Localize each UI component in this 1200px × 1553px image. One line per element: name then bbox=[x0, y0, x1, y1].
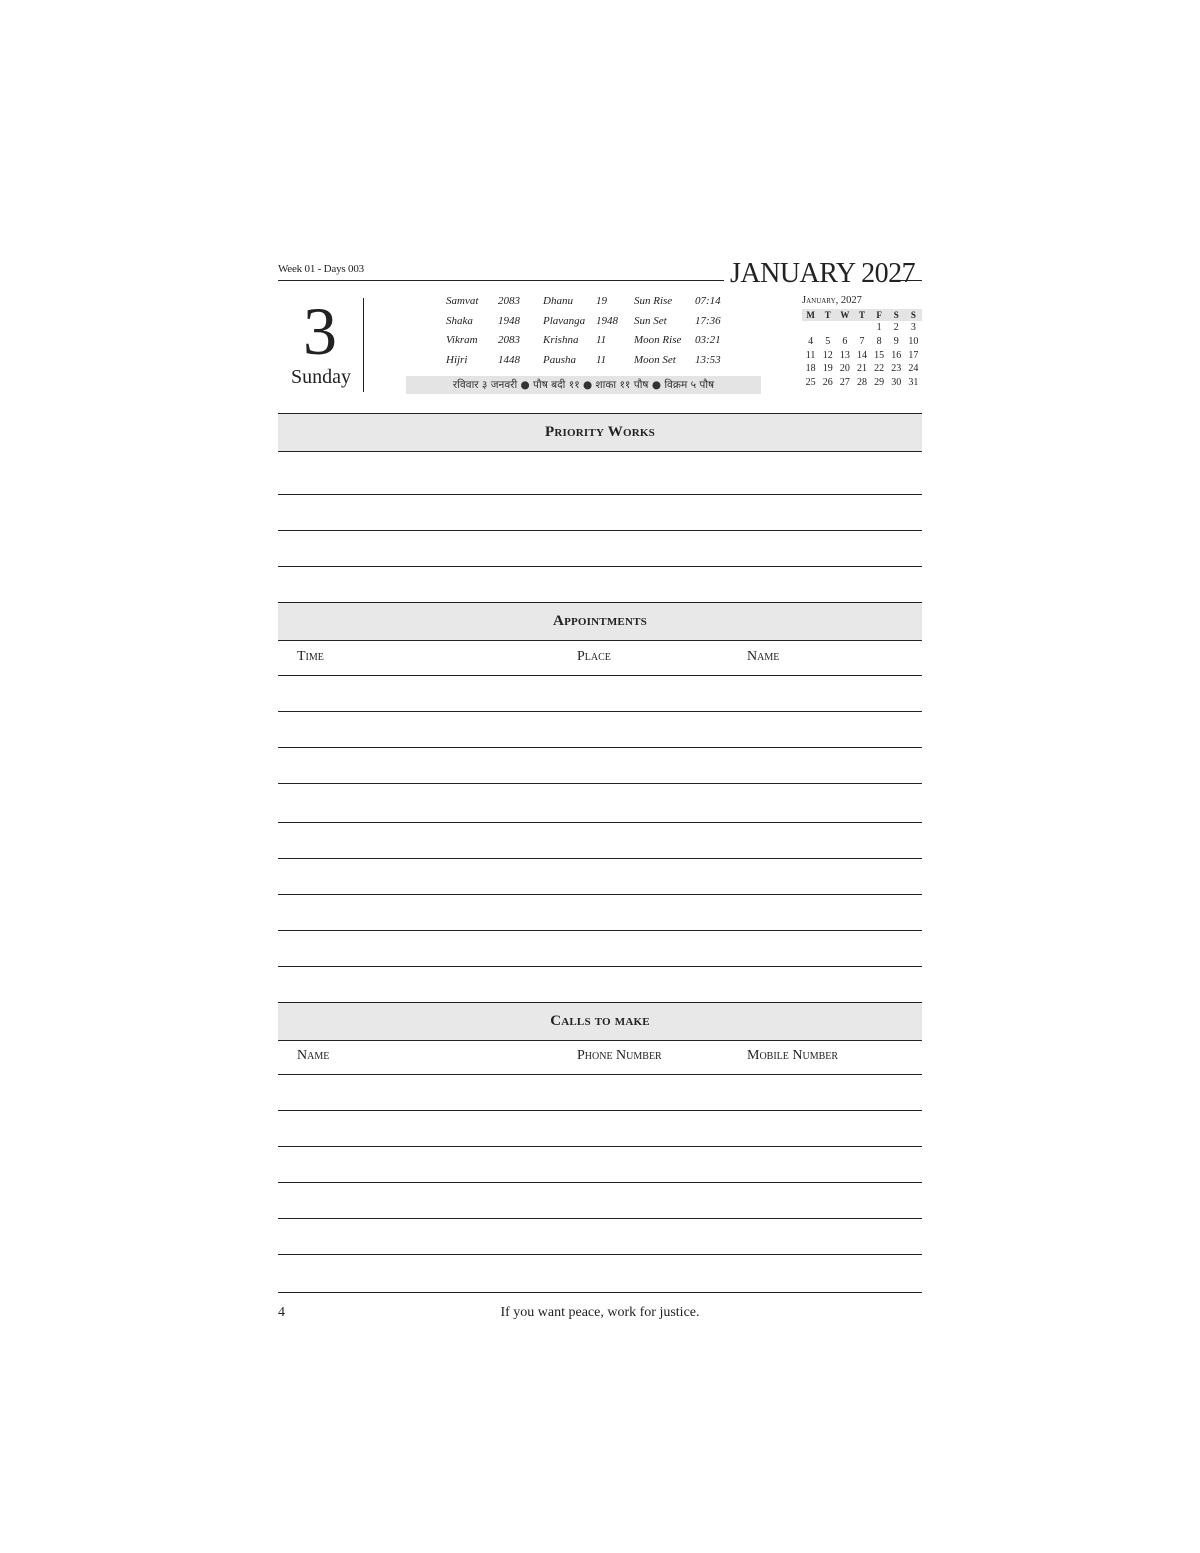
mini-calendar-day[interactable]: 19 bbox=[822, 363, 833, 375]
col-call-name: Name bbox=[297, 1048, 330, 1063]
almanac-cell: 17:36 bbox=[695, 315, 721, 327]
mini-calendar-day bbox=[802, 321, 819, 335]
day-number: 3 bbox=[303, 293, 337, 369]
calls-title: Calls to make bbox=[550, 1013, 650, 1029]
writing-line[interactable] bbox=[278, 494, 922, 495]
almanac-cell: 11 bbox=[596, 334, 607, 346]
almanac-cell: Samvat bbox=[446, 295, 479, 307]
mini-calendar-day[interactable]: 29 bbox=[874, 377, 885, 389]
almanac-cell: 13:53 bbox=[695, 354, 721, 366]
day-divider bbox=[363, 298, 364, 392]
priority-works-title: Priority Works bbox=[545, 424, 655, 440]
mini-calendar-day[interactable]: 4 bbox=[808, 335, 814, 347]
mini-calendar-day[interactable]: 5 bbox=[825, 335, 831, 347]
day-name: Sunday bbox=[291, 366, 351, 388]
mini-calendar-day[interactable]: 8 bbox=[876, 335, 882, 347]
writing-line[interactable] bbox=[278, 530, 922, 531]
writing-line[interactable] bbox=[278, 711, 922, 712]
mini-calendar-day[interactable]: 2 bbox=[893, 322, 899, 333]
mini-calendar bbox=[802, 295, 922, 390]
writing-line[interactable] bbox=[278, 747, 922, 748]
appointments-header bbox=[278, 602, 922, 641]
writing-line[interactable] bbox=[278, 966, 922, 967]
almanac-cell: 07:14 bbox=[695, 295, 721, 307]
mini-calendar-day[interactable]: 27 bbox=[839, 377, 850, 389]
mini-calendar-day[interactable]: 10 bbox=[908, 335, 919, 347]
almanac-cell: 03:21 bbox=[695, 334, 721, 346]
almanac-cell: Moon Set bbox=[634, 354, 676, 366]
writing-line[interactable] bbox=[278, 1292, 922, 1293]
mini-calendar-day bbox=[836, 321, 853, 335]
mini-calendar-day[interactable]: 6 bbox=[842, 335, 848, 347]
mini-calendar-day[interactable]: 15 bbox=[874, 349, 885, 361]
writing-line[interactable] bbox=[278, 930, 922, 931]
almanac-cell: 1948 bbox=[596, 315, 618, 327]
almanac-cell: Vikram bbox=[446, 334, 478, 346]
mini-calendar-day[interactable]: 17 bbox=[908, 349, 919, 361]
mini-calendar-day[interactable]: 31 bbox=[908, 377, 919, 389]
mini-calendar-day[interactable]: 22 bbox=[874, 363, 885, 375]
mini-calendar-weekday: S bbox=[893, 310, 899, 320]
week-days-label: Week 01 - Days 003 bbox=[278, 263, 364, 275]
almanac-cell: Sun Set bbox=[634, 315, 667, 327]
mini-calendar-day[interactable]: 28 bbox=[856, 377, 867, 389]
writing-line[interactable] bbox=[278, 1146, 922, 1147]
col-phone-number: Phone Number bbox=[577, 1048, 662, 1063]
col-name: Name bbox=[747, 649, 780, 664]
mini-calendar-day[interactable]: 18 bbox=[805, 363, 816, 375]
writing-line[interactable] bbox=[278, 1110, 922, 1111]
almanac-cell: 1948 bbox=[498, 315, 520, 327]
writing-line[interactable] bbox=[278, 566, 922, 567]
mini-calendar-day[interactable]: 13 bbox=[839, 349, 850, 361]
almanac-cell: Sun Rise bbox=[634, 295, 673, 307]
mini-calendar-day[interactable]: 3 bbox=[910, 322, 916, 333]
footer-quote: If you want peace, work for justice. bbox=[500, 1305, 700, 1320]
diary-page bbox=[278, 255, 922, 1335]
col-mobile-number: Mobile Number bbox=[747, 1048, 839, 1063]
month-title: JANUARY 2027 bbox=[730, 258, 916, 289]
almanac-cell: 2083 bbox=[498, 334, 520, 346]
almanac-cell: 1448 bbox=[498, 354, 520, 366]
mini-calendar-day[interactable]: 30 bbox=[891, 377, 902, 389]
almanac-cell: Pausha bbox=[543, 354, 576, 366]
header-rule-tail bbox=[898, 280, 922, 281]
writing-line[interactable] bbox=[278, 783, 922, 784]
header-rule bbox=[278, 280, 724, 281]
writing-line[interactable] bbox=[278, 1218, 922, 1219]
mini-calendar-day[interactable]: 9 bbox=[893, 335, 899, 347]
priority-works-header bbox=[278, 413, 922, 452]
mini-calendar-day bbox=[853, 321, 870, 335]
almanac-cell: Moon Rise bbox=[634, 334, 682, 346]
almanac-cell: Shaka bbox=[446, 315, 473, 327]
mini-calendar-day[interactable]: 11 bbox=[805, 349, 816, 361]
mini-calendar-days bbox=[802, 321, 922, 390]
mini-calendar-day[interactable]: 16 bbox=[891, 349, 902, 361]
mini-calendar-day[interactable]: 12 bbox=[822, 349, 833, 361]
mini-calendar-day[interactable]: 20 bbox=[839, 363, 850, 375]
mini-calendar-weekday: F bbox=[876, 310, 882, 320]
almanac-cell: Dhanu bbox=[543, 295, 573, 307]
mini-calendar-day[interactable]: 23 bbox=[891, 363, 902, 375]
writing-line[interactable] bbox=[278, 858, 922, 859]
mini-calendar-weekday: M bbox=[806, 310, 815, 320]
almanac-cell: 11 bbox=[596, 354, 607, 366]
almanac-cell: 19 bbox=[596, 295, 607, 307]
hindi-date-line: रविवार ३ जनवरी ● पौष बदी ११ ● शाका ११ पौष ● विक्रम ५ पौष bbox=[406, 376, 761, 394]
writing-line[interactable] bbox=[278, 894, 922, 895]
writing-line[interactable] bbox=[278, 1182, 922, 1183]
mini-calendar-day[interactable]: 24 bbox=[908, 363, 919, 375]
mini-calendar-day[interactable]: 21 bbox=[856, 363, 867, 375]
mini-calendar-weekday: S bbox=[910, 310, 916, 320]
mini-calendar-weekdays bbox=[802, 309, 922, 321]
calls-header bbox=[278, 1002, 922, 1041]
mini-calendar-day[interactable]: 26 bbox=[822, 377, 833, 389]
writing-line[interactable] bbox=[278, 822, 922, 823]
mini-calendar-day bbox=[819, 321, 836, 335]
almanac-cell: 2083 bbox=[498, 295, 520, 307]
mini-calendar-weekday: T bbox=[858, 310, 865, 320]
mini-calendar-day[interactable]: 14 bbox=[856, 349, 867, 361]
col-time: Time bbox=[297, 649, 324, 664]
appointments-title: Appointments bbox=[553, 613, 647, 629]
almanac-cell: Hijri bbox=[446, 354, 468, 366]
col-place: Place bbox=[577, 649, 611, 664]
mini-calendar-weekday: T bbox=[824, 310, 831, 320]
almanac-cell: Krishna bbox=[543, 334, 579, 346]
column-header-rule bbox=[278, 675, 922, 676]
mini-calendar-day[interactable]: 25 bbox=[805, 377, 816, 389]
column-header-rule bbox=[278, 1074, 922, 1075]
writing-line[interactable] bbox=[278, 1254, 922, 1255]
mini-calendar-weekday: W bbox=[840, 310, 850, 320]
mini-calendar-day[interactable]: 7 bbox=[859, 335, 865, 347]
mini-calendar-day[interactable]: 1 bbox=[876, 322, 882, 333]
mini-calendar-title: January, 2027 bbox=[802, 295, 862, 306]
almanac-cell: Plavanga bbox=[543, 315, 586, 327]
page-number: 4 bbox=[278, 1305, 285, 1320]
